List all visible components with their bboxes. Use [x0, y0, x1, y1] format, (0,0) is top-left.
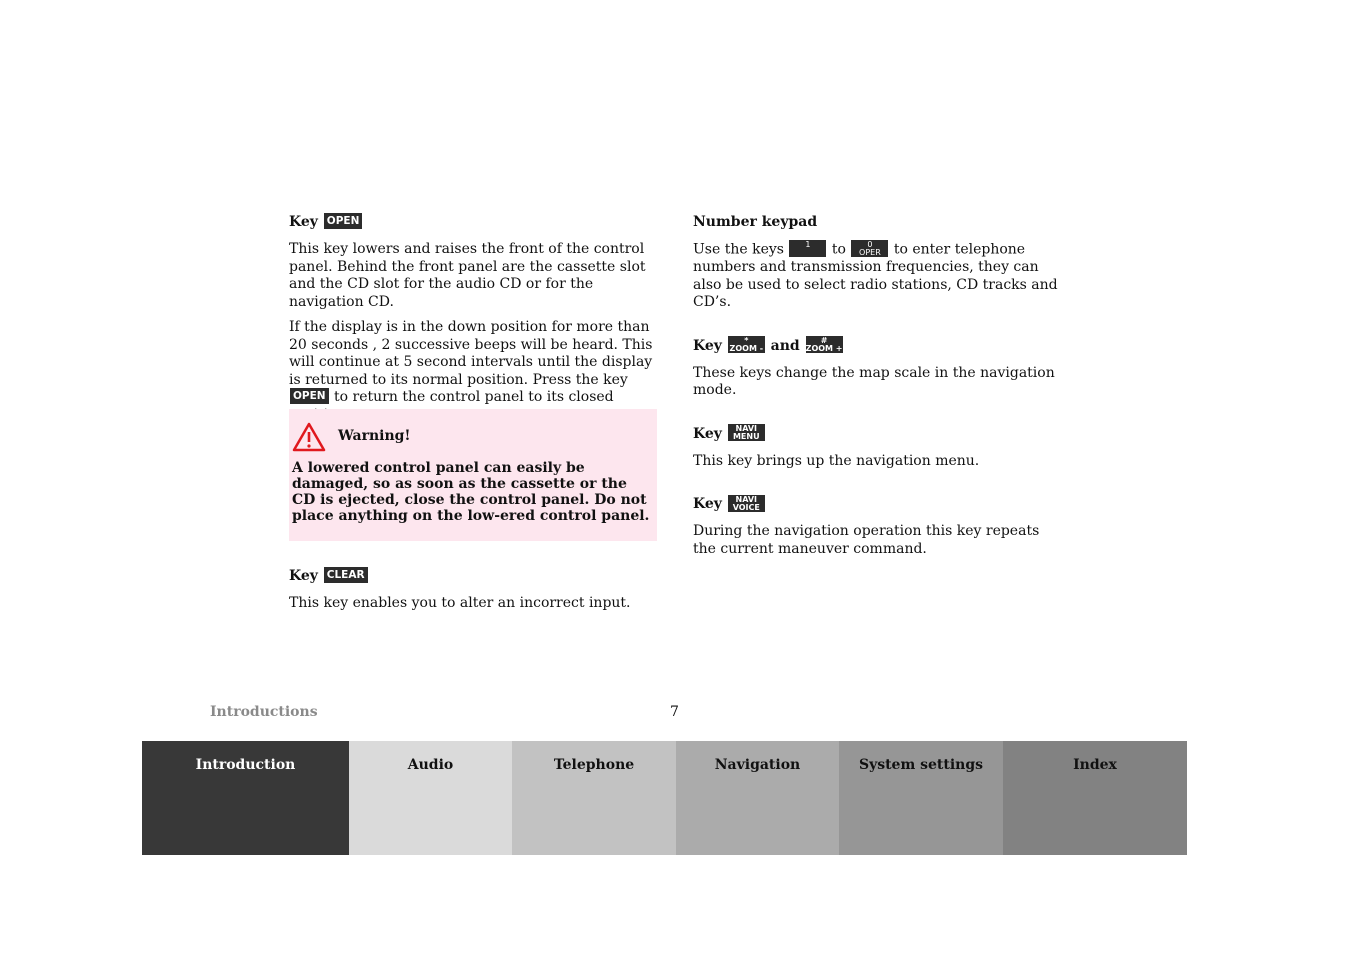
key-0-oper-icon: 0 OPER	[851, 240, 888, 257]
zoom-keys-description: These keys change the map scale in the navigation mode.	[693, 364, 1055, 398]
tab-audio[interactable]: Audio	[349, 741, 512, 855]
navi-voice-key-icon: NAVI VOICE	[728, 495, 765, 512]
open-key-heading: Key OPEN	[289, 212, 657, 232]
right-column	[693, 212, 1063, 566]
open-key-icon: OPEN	[324, 213, 363, 229]
section-tab-bar	[142, 741, 1187, 855]
tab-index[interactable]: Index	[1003, 741, 1187, 855]
warning-box	[289, 409, 657, 541]
keypad-heading: Number keypad	[693, 214, 818, 230]
clear-key-heading: Key CLEAR	[289, 566, 657, 586]
open-key-icon: OPEN	[290, 388, 329, 404]
key-1-icon: 1	[789, 240, 826, 257]
tab-system-settings[interactable]: System settings	[839, 741, 1003, 855]
clear-key-description: This key enables you to alter an incorrect input.	[289, 595, 631, 611]
tab-telephone[interactable]: Telephone	[512, 741, 676, 855]
zoom-keys-heading: Key * ZOOM - and # ZOOM +	[693, 336, 843, 354]
footer-section-label: Introductions	[210, 704, 318, 720]
navi-menu-description: This key brings up the navigation menu.	[693, 452, 980, 469]
navi-voice-description: During the navigation operation this key repeats the current maneuver command.	[693, 523, 1040, 557]
navi-voice-heading: Key NAVI VOICE	[693, 494, 1063, 514]
zoom-plus-key-icon: # ZOOM +	[805, 336, 843, 353]
warning-header	[292, 421, 653, 453]
navi-menu-key-icon: NAVI MENU	[728, 424, 765, 441]
keypad-description: Use the keys 1 to 0 OPER to enter telephone numbers and transmission frequencies, they can also be used to select radio stations, CD tracks and CD’s.	[693, 240, 1058, 310]
zoom-minus-key-icon: * ZOOM -	[729, 336, 764, 353]
warning-text: A lowered control panel can easily be damaged, so as soon as the cassette or the CD is ejected, close the control panel. Do not place anything on the low-ered control panel.	[292, 460, 650, 524]
open-key-description: This key lowers and raises the front of the control panel. Behind the front panel are the cassette slot and the CD slot for the audio CD or for the navigation CD.	[289, 241, 646, 310]
page-number: 7	[670, 704, 679, 720]
open-key-display-note: If the display is in the down position for more than 20 seconds , 2 successive beeps will be heard. This will continue at 5 second intervals until the display is returned to its normal position. Press the key OPEN to return the control panel to its closed	[289, 319, 653, 405]
warning-triangle-icon	[292, 422, 326, 452]
clear-key-icon: CLEAR	[324, 567, 368, 583]
warning-title: Warning!	[338, 428, 411, 445]
navi-menu-heading: Key NAVI MENU	[693, 424, 1063, 444]
left-column	[289, 212, 657, 432]
clear-key-section	[289, 566, 657, 621]
tab-navigation[interactable]: Navigation	[676, 741, 839, 855]
tab-introduction[interactable]: Introduction	[142, 741, 349, 855]
